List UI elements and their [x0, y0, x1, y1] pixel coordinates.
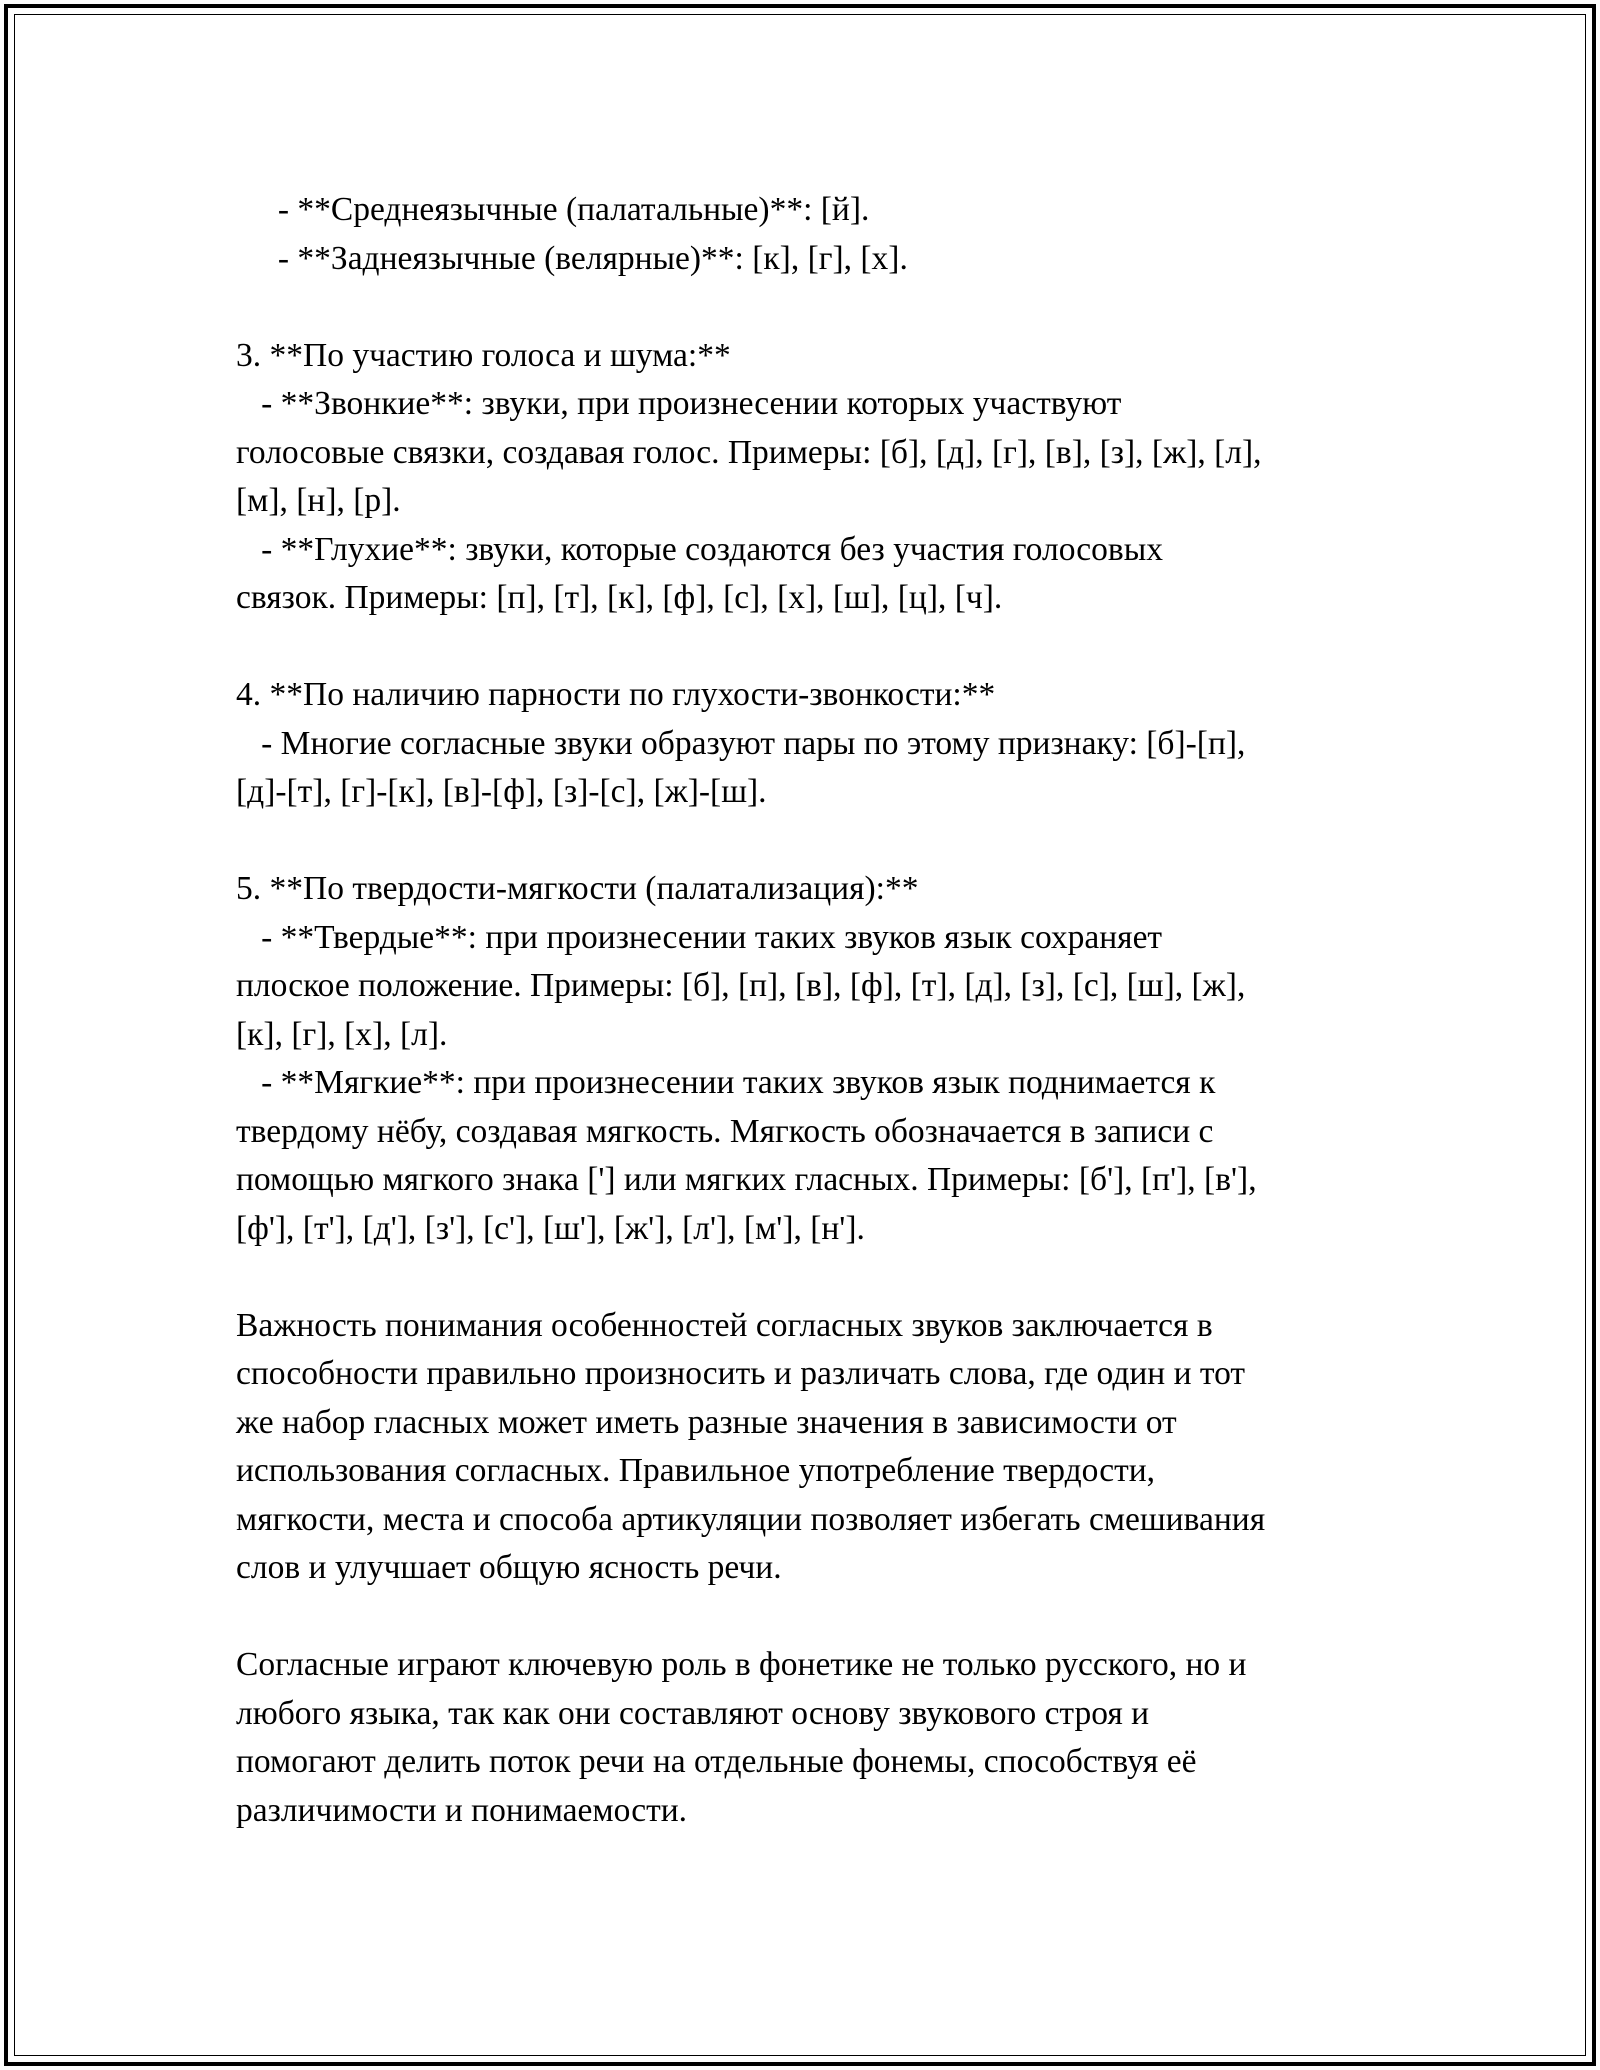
text-line: - Многие согласные звуки образуют пары по этому признаку: [б]-[п],	[236, 724, 1246, 762]
text-line: способности правильно произносить и различать слова, где один и тот	[236, 1355, 1246, 1392]
text-line: же набор гласных может иметь разные значения в зависимости от	[236, 1403, 1177, 1441]
text-line: Согласные играют ключевую роль в фонетике не только русского, но и	[236, 1646, 1247, 1683]
document-body	[236, 186, 1396, 1835]
text-line: [ф'], [т'], [д'], [з'], [с'], [ш'], [ж'], [л'], [м'], [н'].	[236, 1209, 865, 1247]
blank-line	[236, 623, 1396, 672]
text-line: [д]-[т], [г]-[к], [в]-[ф], [з]-[с], [ж]-[ш].	[236, 773, 767, 810]
blank-line	[236, 1593, 1396, 1642]
blank-line	[236, 283, 1396, 332]
text-line: голосовые связки, создавая голос. Примеры: [б], [д], [г], [в], [з], [ж], [л],	[236, 433, 1262, 471]
text-line: - **Среднеязычные (палатальные)**: [й].	[236, 191, 870, 228]
text-line: 5. **По твердости-мягкости (палатализация):**	[236, 870, 919, 907]
text-line: различимости и понимаемости.	[236, 1791, 688, 1829]
text-line: - **Звонкие**: звуки, при произнесении которых участвуют	[236, 385, 1122, 422]
text-line: Важность понимания особенностей согласных звуков заключается в	[236, 1306, 1213, 1344]
text-line: помогают делить поток речи на отдельные фонемы, способствуя её	[236, 1743, 1197, 1780]
text-line: - **Мягкие**: при произнесении таких звуков язык поднимается к	[236, 1064, 1216, 1101]
text-line: использования согласных. Правильное употребление твердости,	[236, 1452, 1156, 1489]
text-line: твердому нёбу, создавая мягкость. Мягкость обозначается в записи с	[236, 1112, 1214, 1150]
text-line: слов и улучшает общую ясность речи.	[236, 1549, 782, 1586]
text-line: - **Глухие**: звуки, которые создаются без участия голосовых	[236, 530, 1163, 568]
text-line: мягкости, места и способа артикуляции позволяет избегать смешивания	[236, 1500, 1266, 1538]
text-line: [к], [г], [х], [л].	[236, 1015, 448, 1053]
text-line: помощью мягкого знака ['] или мягких гласных. Примеры: [б'], [п'], [в'],	[236, 1161, 1257, 1198]
text-line: - **Твердые**: при произнесении таких звуков язык сохраняет	[236, 918, 1163, 956]
text-line: связок. Примеры: [п], [т], [к], [ф], [с], [х], [ш], [ц], [ч].	[236, 579, 1003, 616]
text-line: 3. **По участию голоса и шума:**	[236, 336, 731, 374]
text-line: плоское положение. Примеры: [б], [п], [в], [ф], [т], [д], [з], [с], [ш], [ж],	[236, 967, 1246, 1004]
text-line: 4. **По наличию парности по глухости-звонкости:**	[236, 676, 996, 713]
blank-line	[236, 1253, 1396, 1302]
text-line: [м], [н], [р].	[236, 482, 401, 519]
text-line: - **Заднеязычные (велярные)**: [к], [г], [х].	[236, 239, 908, 277]
text-line: любого языка, так как они составляют основу звукового строя и	[236, 1694, 1150, 1732]
blank-line	[236, 817, 1396, 866]
